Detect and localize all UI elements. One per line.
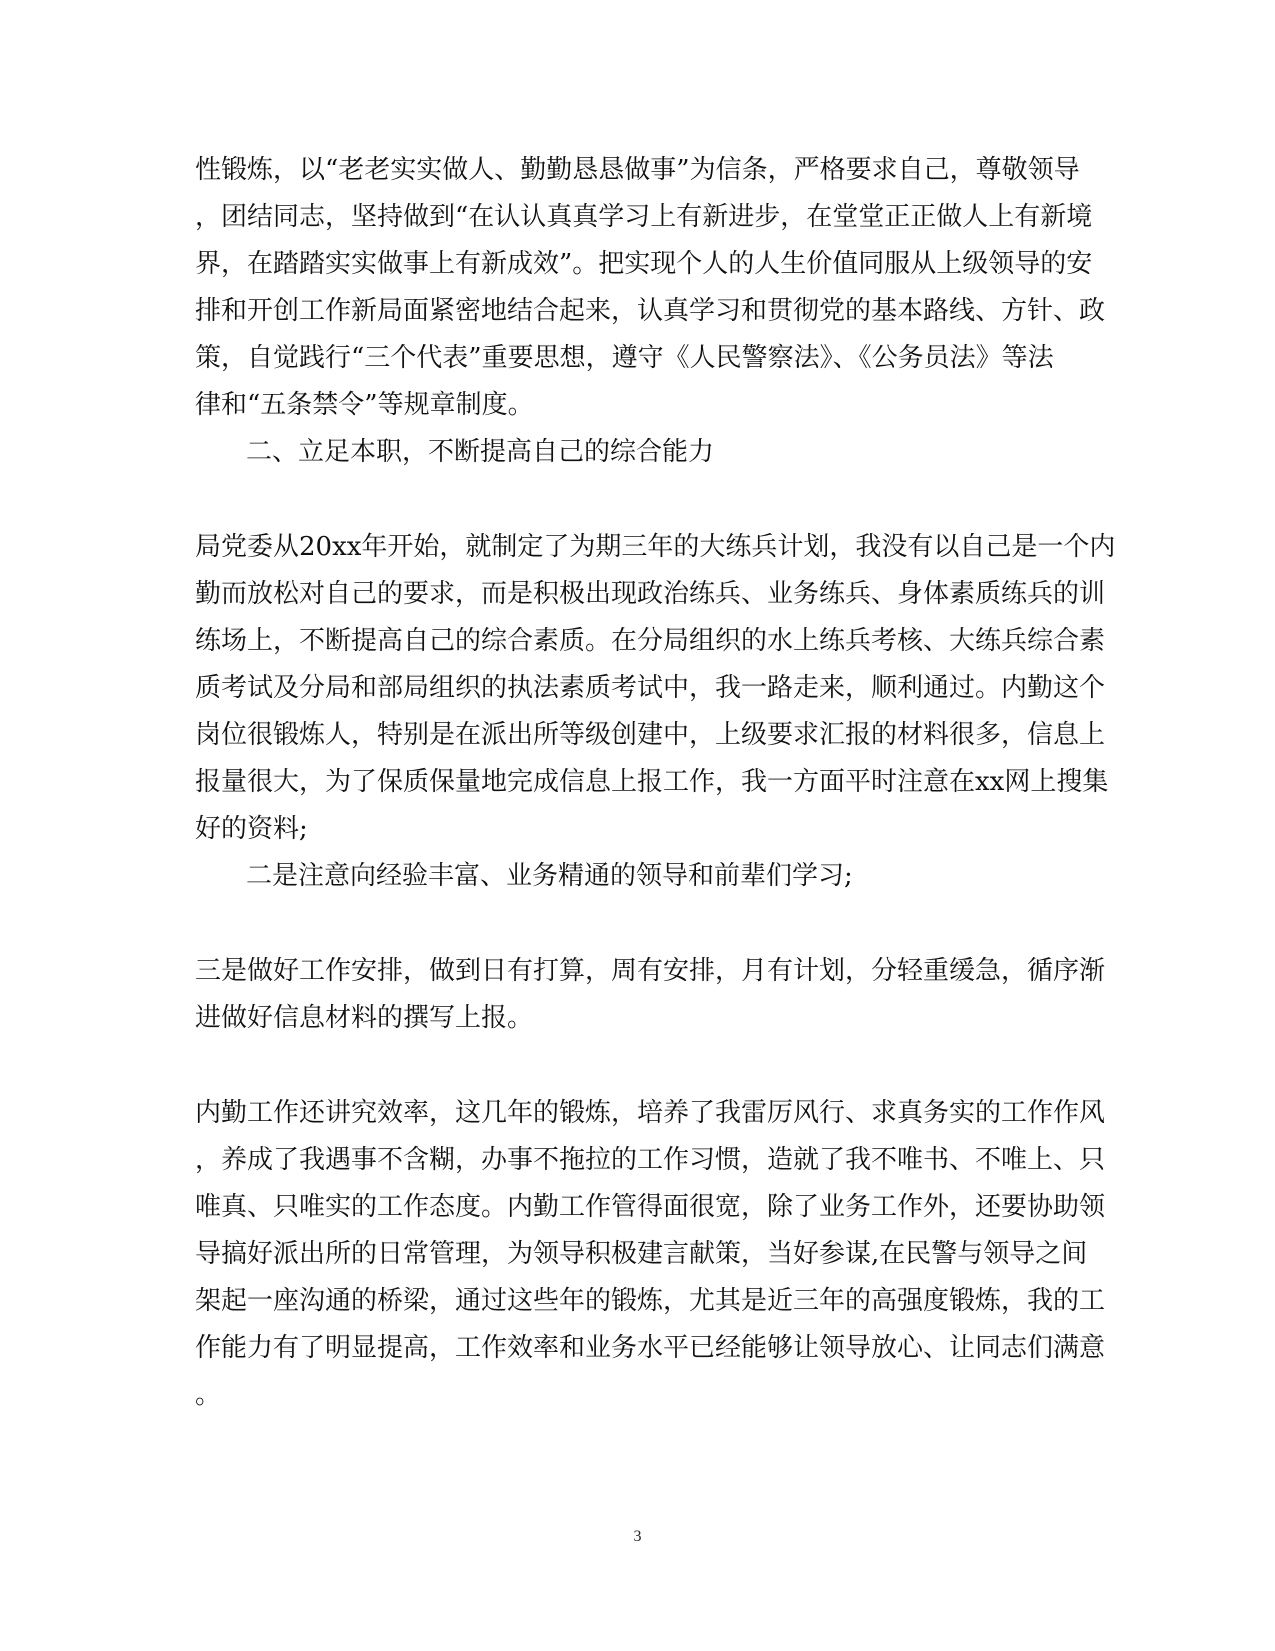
text-line: 作能力有了明显提高，工作效率和业务水平已经能够让领导放心、让同志们满意 [195,1333,1106,1363]
text-line: ，养成了我遇事不含糊，办事不拖拉的工作习惯，造就了我不唯书、不唯上、只 [195,1145,1106,1175]
text-line: 排和开创工作新局面紧密地结合起来，认真学习和贯彻党的基本路线、方针、政 [195,296,1106,326]
text-line: 三是做好工作安排，做到日有打算，周有安排，月有计划，分轻重缓急，循序渐 [195,956,1106,986]
section-heading: 二、立足本职，不断提高自己的综合能力 [246,437,715,467]
text-line: 质考试及分局和部局组织的执法素质考试中，我一路走来，顺利通过。内勤这个 [195,673,1106,703]
text-line: 唯真、只唯实的工作态度。内勤工作管得面很宽，除了业务工作外，还要协助领 [195,1192,1106,1222]
text-line: 好的资料; [195,814,308,844]
text-line: 岗位很锻炼人，特别是在派出所等级创建中，上级要求汇报的材料很多，信息上 [195,720,1106,750]
text-line: 勤而放松对自己的要求，而是积极出现政治练兵、业务练兵、身体素质练兵的训 [195,579,1106,609]
text-line: 进做好信息材料的撰写上报。 [195,1003,534,1033]
text-line: 二是注意向经验丰富、业务精通的领导和前辈们学习; [246,861,853,891]
page-number: 3 [633,1528,642,1545]
text-line: 练场上，不断提高自己的综合素质。在分局组织的水上练兵考核、大练兵综合素 [195,626,1106,656]
text-line: 界，在踏踏实实做事上有新成效”。把实现个人的人生价值同服从上级领导的安 [195,249,1093,279]
text-line: 局党委从20xx年开始，就制定了为期三年的大练兵计划，我没有以自己是一个内 [195,532,1116,562]
text-line: 内勤工作还讲究效率，这几年的锻炼，培养了我雷厉风行、求真务实的工作作风 [195,1098,1106,1128]
text-line: 报量很大，为了保质保量地完成信息上报工作，我一方面平时注意在xx网上搜集 [195,767,1109,797]
text-line: 律和“五条禁令”等规章制度。 [195,390,534,420]
text-line: 导搞好派出所的日常管理，为领导积极建言献策，当好参谋,在民警与领导之间 [195,1239,1088,1269]
text-line: 架起一座沟通的桥梁，通过这些年的锻炼，尤其是近三年的高强度锻炼，我的工 [195,1286,1106,1316]
text-line: 策，自觉践行“三个代表”重要思想，遵守《人民警察法》、《公务员法》等法 [195,343,1054,373]
text-line: 性锻炼，以“老老实实做人、勤勤恳恳做事”为信条，严格要求自己，尊敬领导 [195,155,1080,185]
text-line: 。 [195,1380,222,1410]
text-line: ，团结同志，坚持做到“在认认真真学习上有新进步，在堂堂正正做人上有新境 [195,202,1093,232]
